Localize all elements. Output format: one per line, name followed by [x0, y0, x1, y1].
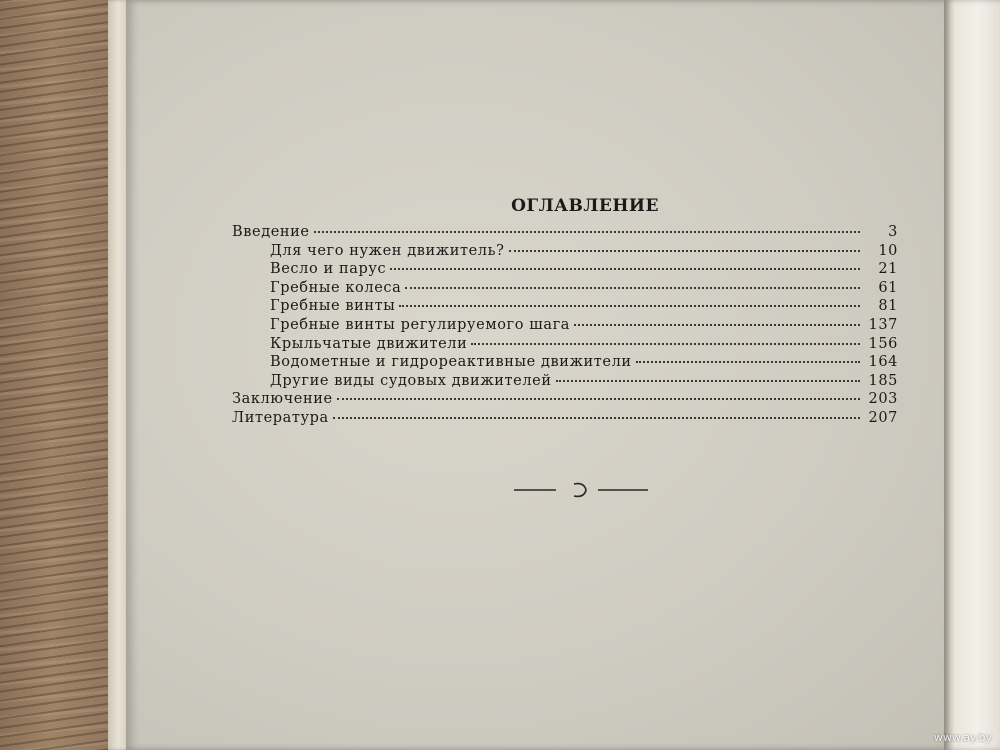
toc-entry-label: Для чего нужен движитель? [270, 242, 505, 259]
toc-entry-label: Гребные винты [270, 298, 396, 315]
toc-entry [232, 391, 898, 410]
end-ornament [514, 480, 654, 500]
toc-entry [232, 298, 898, 317]
toc-entry-label: Другие виды судовых движителей [270, 372, 552, 389]
toc-dot-leader [314, 230, 860, 233]
toc-entry-page: 10 [878, 242, 898, 259]
toc-entries [232, 224, 898, 429]
toc-entry-label: Водометные и гидрореактивные движители [270, 354, 632, 371]
toc-entry [232, 410, 898, 429]
toc-dot-leader [574, 323, 860, 326]
toc-dot-leader [390, 267, 860, 270]
toc-entry [232, 224, 898, 243]
book-right-pages [944, 0, 1000, 750]
toc-entry-label: Заключение [232, 391, 333, 408]
toc-entry-page: 137 [868, 316, 898, 333]
toc-entry [232, 243, 898, 262]
toc-dot-leader [405, 286, 860, 289]
toc-entry-page: 156 [868, 335, 898, 352]
toc-entry-label: Литература [232, 409, 329, 426]
toc-entry-label: Гребные винты регулируемого шага [270, 316, 571, 333]
toc-entry-label: Введение [232, 224, 310, 240]
toc-entry-page: 185 [868, 372, 898, 389]
toc-entry [232, 261, 898, 280]
toc-entry-page: 81 [878, 298, 898, 315]
watermark: www.ay.by [933, 731, 992, 744]
toc-entry [232, 280, 898, 299]
toc-entry-label: Весло и парус [270, 261, 387, 278]
toc-entry-label: Крыльчатые движители [270, 335, 468, 352]
toc-dot-leader [471, 342, 860, 345]
toc-dot-leader [556, 379, 860, 382]
toc-dot-leader [636, 360, 860, 363]
toc-entry-page: 203 [868, 391, 898, 408]
toc-entry-page: 164 [868, 354, 898, 371]
ornament-arc [574, 484, 586, 497]
toc-entry [232, 373, 898, 392]
toc-dot-leader [333, 416, 860, 419]
toc-entry [232, 317, 898, 336]
toc-title: ОГЛАВЛЕНИЕ [511, 196, 659, 216]
toc-dot-leader [399, 304, 860, 307]
table-of-contents [232, 196, 898, 429]
toc-entry-page: 61 [878, 279, 898, 296]
toc-entry-label: Гребные колеса [270, 279, 402, 296]
toc-dot-leader [337, 397, 860, 400]
toc-entry-page: 21 [878, 261, 898, 278]
toc-entry-page: 207 [868, 409, 898, 426]
toc-entry [232, 354, 898, 373]
toc-entry [232, 336, 898, 355]
toc-dot-leader [509, 249, 861, 252]
toc-entry-page: 3 [888, 224, 898, 240]
